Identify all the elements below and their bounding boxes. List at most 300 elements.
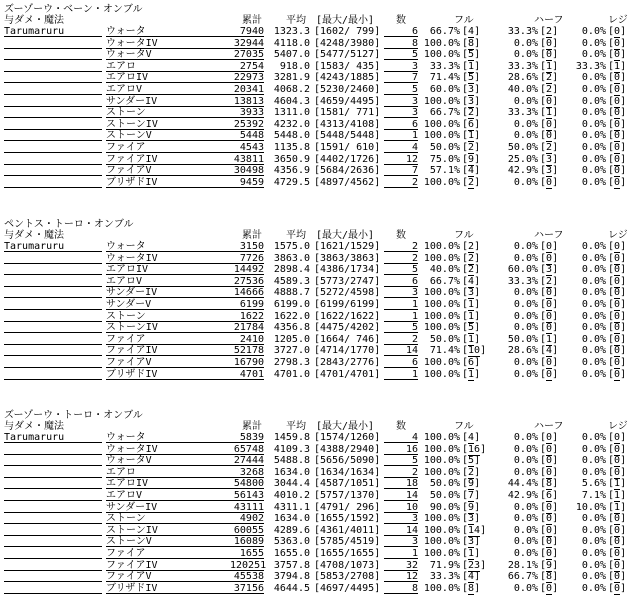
full-count: [1] — [462, 298, 481, 310]
full-percent: 71.4% — [429, 72, 460, 84]
header-resist: レジ — [608, 15, 628, 26]
full-count: [14] — [462, 524, 487, 536]
spell-name: ストーンIV — [106, 119, 230, 130]
average-damage: 918.0 — [279, 60, 310, 72]
full-percent: 100.0% — [423, 241, 460, 252]
max-min-damage: [1602/ 799] — [314, 26, 381, 37]
table-row — [4, 119, 638, 131]
average-damage: 4356.8 — [273, 322, 310, 334]
average-damage: 3650.9 — [273, 153, 310, 165]
table-row — [4, 49, 638, 61]
half-count: [2] — [540, 83, 559, 95]
half-count: [9] — [540, 559, 559, 571]
half-percent: 28.1% — [507, 559, 538, 571]
cast-count: 12 — [384, 571, 418, 582]
resist-percent: 0.0% — [581, 536, 606, 548]
half-count: [0] — [540, 501, 559, 513]
spell-name: ファイアV — [106, 165, 230, 176]
full-count: [2] — [462, 466, 481, 478]
spell-name: ブリザドIV — [106, 369, 230, 380]
total-damage: 7940 — [230, 26, 264, 37]
resist-count-value: 0 — [614, 513, 621, 525]
half-percent: 0.0% — [513, 368, 538, 380]
cast-count: 5 — [384, 322, 418, 333]
full-count: [1] — [462, 130, 481, 142]
table-row — [4, 311, 638, 323]
table-row — [4, 478, 638, 490]
player-name — [4, 455, 102, 466]
full-percent: 100.0% — [423, 513, 460, 525]
max-min-damage: [4897/4562] — [314, 176, 381, 188]
total-damage: 37156 — [230, 583, 264, 594]
half-count: [0] — [540, 310, 559, 322]
average-damage: 4118.0 — [273, 37, 310, 49]
resist-count: [0] — [608, 165, 627, 177]
header-resist: レジ — [608, 230, 628, 241]
resist-count: [0] — [608, 547, 627, 559]
resist-count: [0] — [608, 432, 627, 443]
half-count-value: 0 — [546, 356, 553, 368]
table-row — [4, 322, 638, 334]
player-name — [4, 334, 102, 345]
resist-count-value: 0 — [614, 252, 621, 264]
half-percent: 0.0% — [513, 176, 538, 188]
spell-name: エアロIV — [106, 478, 230, 489]
cast-count: 3 — [384, 61, 418, 72]
half-count-value: 0 — [546, 501, 553, 513]
player-name — [4, 61, 102, 72]
average-damage: 5488.8 — [273, 455, 310, 467]
full-percent: 100.0% — [423, 176, 460, 188]
half-count: [0] — [540, 368, 559, 380]
half-count: [6] — [540, 489, 559, 501]
resist-count: [0] — [608, 455, 627, 467]
table-row — [4, 241, 638, 253]
player-name — [4, 490, 102, 501]
half-percent: 50.0% — [507, 333, 538, 345]
half-percent: 33.3% — [507, 107, 538, 119]
data-rows — [4, 241, 638, 380]
resist-percent: 0.0% — [581, 466, 606, 478]
resist-percent: 0.0% — [581, 322, 606, 334]
cast-count: 14 — [384, 525, 418, 536]
average-damage: 2898.4 — [273, 264, 310, 276]
max-min-damage: [5853/2708] — [314, 571, 381, 583]
resist-percent: 0.0% — [581, 252, 606, 264]
full-percent: 60.0% — [429, 83, 460, 95]
table-row — [4, 253, 638, 265]
full-count: [1] — [462, 368, 481, 380]
total-damage: 27035 — [230, 49, 264, 60]
average-damage: 3727.0 — [273, 345, 310, 357]
table-row — [4, 287, 638, 299]
resist-count-value: 0 — [614, 275, 621, 287]
cast-count: 3 — [384, 536, 418, 547]
cast-count: 7 — [384, 72, 418, 83]
resist-count: [0] — [608, 107, 627, 119]
cast-count: 8 — [384, 38, 418, 49]
resist-percent: 0.0% — [581, 107, 606, 119]
header-count: 数 — [396, 421, 406, 432]
resist-percent: 0.0% — [581, 455, 606, 467]
full-count: [9] — [462, 478, 481, 490]
spell-name: サンダーIV — [106, 502, 230, 513]
cast-count: 3 — [384, 96, 418, 107]
resist-percent: 0.0% — [581, 287, 606, 299]
full-count-value: 3 — [468, 536, 475, 548]
cast-count: 1 — [384, 299, 418, 310]
half-percent: 33.3% — [507, 60, 538, 72]
cast-count: 6 — [384, 26, 418, 37]
total-damage: 56143 — [230, 490, 264, 501]
table-row — [4, 177, 638, 189]
total-damage: 13813 — [230, 96, 264, 107]
player-name — [4, 96, 102, 107]
full-count-value: 1 — [468, 368, 475, 380]
spell-name: ウォータ — [106, 26, 230, 37]
cast-count: 5 — [384, 84, 418, 95]
spell-name: エアロ — [106, 61, 230, 72]
full-count: [3] — [462, 536, 481, 548]
half-percent: 0.0% — [513, 37, 538, 49]
player-name — [4, 571, 102, 582]
full-percent: 66.7% — [429, 275, 460, 287]
half-percent: 0.0% — [513, 118, 538, 130]
average-damage: 1323.3 — [273, 26, 310, 37]
full-count-value: 1 — [468, 333, 475, 345]
total-damage: 60055 — [230, 525, 264, 536]
resist-count-value: 0 — [614, 571, 621, 583]
cast-count: 6 — [384, 276, 418, 287]
full-count-value: 10 — [468, 345, 481, 357]
table-row — [4, 536, 638, 548]
half-count-value: 0 — [546, 322, 553, 334]
spell-name: ファイア — [106, 142, 230, 153]
average-damage: 4888.7 — [273, 287, 310, 299]
spell-name: エアロIV — [106, 264, 230, 275]
half-count-value: 0 — [546, 536, 553, 548]
full-count-value: 1 — [468, 298, 475, 310]
half-percent: 44.4% — [507, 478, 538, 490]
resist-count: [0] — [608, 26, 627, 37]
resist-count-value: 0 — [614, 356, 621, 368]
resist-count-value: 0 — [614, 368, 621, 380]
player-name — [4, 49, 102, 60]
player-name — [4, 311, 102, 322]
full-count: [2] — [462, 264, 481, 276]
resist-percent: 0.0% — [581, 345, 606, 357]
max-min-damage: [4386/1734] — [314, 264, 381, 276]
resist-percent: 0.0% — [581, 582, 606, 594]
full-percent: 40.0% — [429, 264, 460, 276]
resist-count: [0] — [608, 298, 627, 310]
half-count: [0] — [540, 582, 559, 594]
resist-count: [0] — [608, 333, 627, 345]
header-half: ハーフ — [534, 15, 564, 26]
max-min-damage: [1655/1592] — [314, 513, 381, 525]
average-damage: 1655.0 — [273, 547, 310, 559]
total-damage: 43111 — [230, 502, 264, 513]
half-count: [0] — [540, 241, 559, 252]
cast-count: 2 — [384, 467, 418, 478]
resist-count-value: 0 — [614, 165, 621, 177]
table-row — [4, 154, 638, 166]
cast-count: 18 — [384, 478, 418, 489]
total-damage: 43811 — [230, 154, 264, 165]
half-percent: 66.7% — [507, 571, 538, 583]
header-half: ハーフ — [534, 230, 564, 241]
resist-count: [0] — [608, 176, 627, 188]
table-row — [4, 369, 638, 381]
resist-count-value: 0 — [614, 141, 621, 153]
half-percent: 0.0% — [513, 322, 538, 334]
full-count-value: 23 — [468, 559, 481, 571]
resist-count-value: 0 — [614, 547, 621, 559]
max-min-damage: [4697/4495] — [314, 582, 381, 594]
full-count-value: 8 — [468, 37, 475, 49]
half-percent: 0.0% — [513, 443, 538, 455]
max-min-damage: [5773/2747] — [314, 275, 381, 287]
half-count: [1] — [540, 60, 559, 72]
total-damage: 14666 — [230, 287, 264, 298]
player-name — [4, 276, 102, 287]
resist-percent: 0.0% — [581, 141, 606, 153]
table-row — [4, 490, 638, 502]
half-percent: 33.3% — [507, 26, 538, 37]
half-percent: 0.0% — [513, 536, 538, 548]
resist-count-value: 0 — [614, 176, 621, 188]
half-count-value: 0 — [546, 241, 553, 252]
resist-percent: 0.0% — [581, 571, 606, 583]
player-name — [4, 107, 102, 118]
player-name: Tarumaruru — [4, 241, 102, 252]
player-name — [4, 84, 102, 95]
table-row — [4, 560, 638, 572]
full-percent: 100.0% — [423, 252, 460, 264]
max-min-damage: [4701/4701] — [314, 368, 381, 380]
half-count: [2] — [540, 72, 559, 84]
resist-count: [0] — [608, 559, 627, 571]
max-min-damage: [4791/ 296] — [314, 501, 381, 513]
spell-name: ストーン — [106, 107, 230, 118]
player-name — [4, 38, 102, 49]
total-damage: 3268 — [230, 467, 264, 478]
total-damage: 22973 — [230, 72, 264, 83]
resist-count-value: 0 — [614, 264, 621, 276]
full-count: [2] — [462, 141, 481, 153]
spell-name: ファイアIV — [106, 560, 230, 571]
resist-percent: 10.0% — [575, 501, 606, 513]
spell-name: ウォータIV — [106, 253, 230, 264]
cast-count: 14 — [384, 490, 418, 501]
resist-percent: 0.0% — [581, 153, 606, 165]
half-count-value: 2 — [546, 275, 553, 287]
average-damage: 4644.5 — [273, 582, 310, 594]
average-damage: 5363.0 — [273, 536, 310, 548]
cast-count: 1 — [384, 548, 418, 559]
resist-count-value: 1 — [614, 478, 621, 490]
full-percent: 100.0% — [423, 310, 460, 322]
full-count: [8] — [462, 582, 481, 594]
average-damage: 1575.0 — [273, 241, 310, 252]
half-count: [0] — [540, 322, 559, 334]
spell-name: エアロIV — [106, 72, 230, 83]
full-percent: 100.0% — [423, 130, 460, 142]
table-row — [4, 276, 638, 288]
resist-percent: 0.0% — [581, 432, 606, 443]
half-count-value: 0 — [546, 287, 553, 299]
full-percent: 50.0% — [429, 141, 460, 153]
full-count-value: 4 — [468, 26, 475, 37]
player-name — [4, 177, 102, 188]
full-count-value: 2 — [468, 176, 475, 188]
half-count: [3] — [540, 153, 559, 165]
max-min-damage: [4243/1885] — [314, 72, 381, 84]
total-damage: 52178 — [230, 345, 264, 356]
resist-count: [0] — [608, 345, 627, 357]
resist-percent: 0.0% — [581, 72, 606, 84]
half-count-value: 1 — [546, 333, 553, 345]
total-damage: 45538 — [230, 571, 264, 582]
max-min-damage: [4587/1051] — [314, 478, 381, 490]
average-damage: 3757.8 — [273, 559, 310, 571]
full-count-value: 2 — [468, 141, 475, 153]
spell-name: ファイアV — [106, 571, 230, 582]
full-count: [23] — [462, 559, 487, 571]
table-row — [4, 467, 638, 479]
half-count: [8] — [540, 571, 559, 583]
resist-count-value: 0 — [614, 287, 621, 299]
half-count: [0] — [540, 524, 559, 536]
full-count-value: 4 — [468, 571, 475, 583]
half-percent: 0.0% — [513, 95, 538, 107]
full-count: [3] — [462, 83, 481, 95]
section-title: ペントス・トーロ・オンブル — [4, 219, 134, 230]
spell-name: ウォータ — [106, 241, 230, 252]
spell-name: ウォータIV — [106, 38, 230, 49]
max-min-damage: [1634/1634] — [314, 466, 381, 478]
resist-count: [0] — [608, 582, 627, 594]
cast-count: 6 — [384, 357, 418, 368]
max-min-damage: [1655/1655] — [314, 547, 381, 559]
resist-count: [0] — [608, 287, 627, 299]
full-percent: 100.0% — [423, 582, 460, 594]
full-percent: 100.0% — [423, 356, 460, 368]
resist-count: [0] — [608, 524, 627, 536]
full-count-value: 3 — [468, 287, 475, 299]
full-count: [4] — [462, 165, 481, 177]
resist-count-value: 0 — [614, 37, 621, 49]
full-count: [7] — [462, 489, 481, 501]
resist-percent: 33.3% — [575, 60, 606, 72]
half-count: [0] — [540, 176, 559, 188]
table-row — [4, 107, 638, 119]
average-damage: 4010.2 — [273, 489, 310, 501]
cast-count: 8 — [384, 583, 418, 594]
total-damage: 65748 — [230, 444, 264, 455]
full-percent: 33.3% — [429, 60, 460, 72]
full-percent: 100.0% — [423, 298, 460, 310]
resist-count: [0] — [608, 264, 627, 276]
full-count: [5] — [462, 49, 481, 61]
total-damage: 54800 — [230, 478, 264, 489]
half-percent: 42.9% — [507, 165, 538, 177]
section-subtitle: 与ダメ・魔法 — [4, 230, 64, 241]
half-count: [0] — [540, 130, 559, 142]
header-count: 数 — [396, 15, 406, 26]
half-count-value: 9 — [546, 559, 553, 571]
half-count-value: 1 — [546, 60, 553, 72]
player-name — [4, 548, 102, 559]
average-damage: 4356.9 — [273, 165, 310, 177]
half-count-value: 3 — [546, 264, 553, 276]
half-count: [8] — [540, 478, 559, 490]
full-count-value: 14 — [468, 524, 481, 536]
half-count-value: 0 — [546, 455, 553, 467]
player-name — [4, 130, 102, 141]
table-row — [4, 583, 638, 595]
full-count: [1] — [462, 547, 481, 559]
resist-count-value: 0 — [614, 298, 621, 310]
section-title: ズーゾーウ・ベーン・オンブル — [4, 4, 143, 15]
resist-count: [0] — [608, 83, 627, 95]
table-row — [4, 548, 638, 560]
table-row — [4, 432, 638, 444]
half-count-value: 0 — [546, 49, 553, 61]
full-percent: 100.0% — [423, 466, 460, 478]
resist-count-value: 1 — [614, 489, 621, 501]
full-percent: 100.0% — [423, 547, 460, 559]
total-damage: 21784 — [230, 322, 264, 333]
half-count-value: 0 — [546, 176, 553, 188]
half-count: [1] — [540, 333, 559, 345]
full-count: [5] — [462, 72, 481, 84]
resist-count-value: 0 — [614, 95, 621, 107]
average-damage: 4311.1 — [273, 501, 310, 513]
half-percent: 0.0% — [513, 130, 538, 142]
full-count-value: 2 — [468, 107, 475, 119]
half-count: [0] — [540, 37, 559, 49]
average-damage: 4068.2 — [273, 83, 310, 95]
spell-name: ウォータV — [106, 455, 230, 466]
full-count: [9] — [462, 501, 481, 513]
half-percent: 33.3% — [507, 275, 538, 287]
resist-count-value: 0 — [614, 582, 621, 594]
resist-count: [0] — [608, 368, 627, 380]
full-count: [4] — [462, 571, 481, 583]
spell-name: サンダーV — [106, 299, 230, 310]
average-damage: 3044.4 — [273, 478, 310, 490]
resist-count-value: 0 — [614, 536, 621, 548]
total-damage: 3150 — [230, 241, 264, 252]
full-count: [16] — [462, 443, 487, 455]
half-count: [0] — [540, 443, 559, 455]
table-row — [4, 513, 638, 525]
resist-count-value: 0 — [614, 72, 621, 84]
player-name — [4, 536, 102, 547]
half-percent: 0.0% — [513, 547, 538, 559]
table-row — [4, 96, 638, 108]
max-min-damage: [5785/4519] — [314, 536, 381, 548]
cast-count: 16 — [384, 444, 418, 455]
full-count-value: 5 — [468, 322, 475, 334]
spell-name: ファイア — [106, 334, 230, 345]
half-percent: 0.0% — [513, 455, 538, 467]
half-count: [0] — [540, 547, 559, 559]
half-count: [0] — [540, 536, 559, 548]
max-min-damage: [5477/5127] — [314, 49, 381, 61]
full-count-value: 2 — [468, 252, 475, 264]
